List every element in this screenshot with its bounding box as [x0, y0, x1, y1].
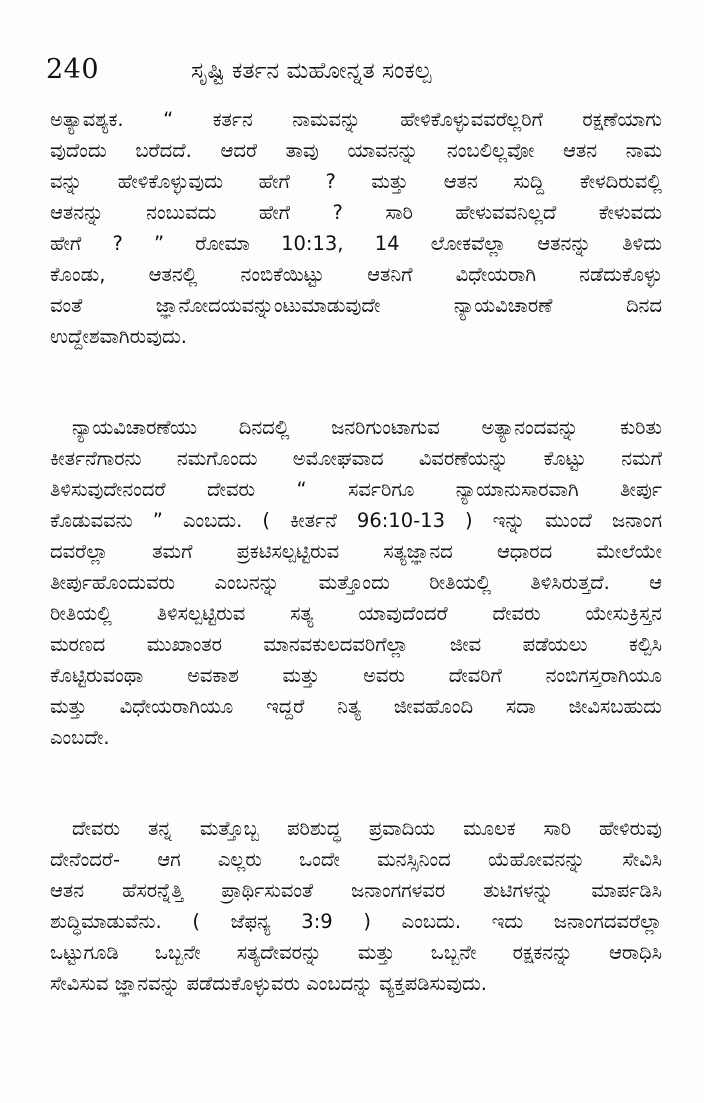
text-line: ಮತ್ತು ವಿಧೇಯರಾಗಿಯೂ ಇದ್ದರೆ ನಿತ್ಯ ಜೀವಹೊಂದಿ ಸದಾ ಜೀವಿಸಬಹುದು: [50, 695, 662, 718]
text-line: ಹೇಗೆ ? ” ರೋಮಾ 10:13, 14 ಲೋಕವೆಲ್ಲಾ ಆತನನ್ನು ತಿಳಿದು: [50, 232, 662, 255]
text-line: ಅತ್ಯಾವಶ್ಯಕ. “ ಕರ್ತನ ನಾಮವನ್ನು ಹೇಳಿಕೊಳ್ಳುವವರೆಲ್ಲರಿಗೆ ರಕ್ಷಣೆಯಾಗು: [50, 108, 662, 131]
text-line: ಎಂಬದೇ.: [50, 726, 110, 749]
text-line: ವಂತೆ ಜ್ಞಾನೋದಯವನ್ನುಂಟುಮಾಡುವುದೇ ನ್ಯಾಯವಿಚಾರಣೆ ದಿನದ: [50, 294, 662, 317]
page-number: 240: [46, 54, 100, 85]
text-line: ದೇವರು ತನ್ನ ಮತ್ತೊಬ್ಬ ಪರಿಶುದ್ಧ ಪ್ರವಾದಿಯ ಮೂಲಕ ಸಾರಿ ಹೇಳಿರುವು: [72, 817, 662, 840]
paragraph-1: [50, 104, 662, 352]
text-line: ಉದ್ದೇಶವಾಗಿರುವುದು.: [50, 325, 187, 348]
text-line: ಕೊಂಡು, ಆತನಲ್ಲಿ ನಂಬಿಕೆಯಿಟ್ಟು ಆತನಿಗೆ ವಿಧೇಯರಾಗಿ ನಡೆದುಕೊಳ್ಳು: [50, 263, 662, 286]
paragraph-spacer: [50, 352, 662, 412]
text-line: ಕೊಟ್ಟಿರುವಂಥಾ ಅವಕಾಶ ಮತ್ತು ಅವರು ದೇವರಿಗೆ ನಂಬಿಗಸ್ತರಾಗಿಯೂ: [50, 664, 662, 687]
paragraph-spacer: [50, 753, 662, 813]
text-line: ಆತನ ಹೆಸರನ್ನೆತ್ತಿ ಪ್ರಾರ್ಥಿಸುವಂತೆ ಜನಾಂಗಗಳವರ ತುಟಿಗಳನ್ನು ಮಾರ್ಪಡಿಸಿ: [50, 879, 662, 902]
running-title: ಸೃಷ್ಟಿ ಕರ್ತನ ಮಹೋನ್ನತ ಸಂಕಲ್ಪ: [191, 58, 432, 84]
text-line: ನ್ಯಾಯವಿಚಾರಣೆಯು ದಿನದಲ್ಲಿ ಜನರಿಗುಂಟಾಗುವ ಅತ್ಯಾನಂದವನ್ನು ಕುರಿತು: [72, 416, 662, 439]
text-line: ತಿಳಿಸುವುದೇನಂದರೆ ದೇವರು “ ಸರ್ವರಿಗೂ ನ್ಯಾಯಾನುಸಾರವಾಗಿ ತೀರ್ಪು: [50, 478, 662, 501]
text-line: ಒಟ್ಟುಗೂಡಿ ಒಬ್ಬನೇ ಸತ್ಯದೇವರನ್ನು ಮತ್ತು ಒಬ್ಬನೇ ರಕ್ಷಕನನ್ನು ಆರಾಧಿಸಿ: [50, 941, 662, 964]
text-line: ವುದೆಂದು ಬರೆದದೆ. ಆದರೆ ತಾವು ಯಾವನನ್ನು ನಂಬಲಿಲ್ಲವೋ ಆತನ ನಾಮ: [50, 139, 662, 162]
text-line: ವನ್ನು ಹೇಳಿಕೊಳ್ಳುವುದು ಹೇಗೆ ? ಮತ್ತು ಆತನ ಸುದ್ದಿ ಕೇಳದಿರುವಲ್ಲಿ: [50, 170, 662, 193]
text-line: ತೀರ್ಪುಹೊಂದುವರು ಎಂಬನನ್ನು ಮತ್ತೊಂದು ರೀತಿಯಲ್ಲಿ ತಿಳಿಸಿರುತ್ತದೆ. ಆ: [50, 571, 662, 594]
text-line: ದವರೆಲ್ಲಾ ತಮಗೆ ಪ್ರಕಟಿಸಲ್ಪಟ್ಟಿರುವ ಸತ್ಯಜ್ಞಾನದ ಆಧಾರದ ಮೇಲೆಯೇ: [50, 540, 662, 563]
body-text: [50, 104, 662, 999]
text-line: ದೇನೆಂದರೆ- ಆಗ ಎಲ್ಲರು ಒಂದೇ ಮನಸ್ಸಿನಿಂದ ಯೆಹೋವನನ್ನು ಸೇವಿಸಿ: [50, 848, 662, 871]
text-line: ರೀತಿಯಲ್ಲಿ ತಿಳಿಸಲ್ಪಟ್ಟಿರುವ ಸತ್ಯ ಯಾವುದೆಂದರೆ ದೇವರು ಯೇಸುಕ್ರಿಸ್ತನ: [50, 602, 662, 625]
text-line: ಆತನನ್ನು ನಂಬುವದು ಹೇಗೆ ? ಸಾರಿ ಹೇಳುವವನಿಲ್ಲದೆ ಕೇಳುವದು: [50, 201, 662, 224]
paragraph-2: [50, 412, 662, 753]
paragraph-3: [50, 813, 662, 999]
page-header: [46, 54, 656, 90]
text-line: ಸೇವಿಸುವ ಜ್ಞಾನವನ್ನು ಪಡೆದುಕೊಳ್ಳುವರು ಎಂಬದನ್ನು ವ್ಯಕ್ತಪಡಿಸುವುದು.: [50, 972, 487, 995]
text-line: ಕೀರ್ತನೆಗಾರನು ನಮಗೊಂದು ಅಮೋಘವಾದ ವಿವರಣೆಯನ್ನು ಕೊಟ್ಟು ನಮಗೆ: [50, 447, 662, 470]
text-line: ಮರಣದ ಮುಖಾಂತರ ಮಾನವಕುಲದವರಿಗೆಲ್ಲಾ ಜೀವ ಪಡೆಯಲು ಕಲ್ಪಿಸಿ: [50, 633, 662, 656]
text-line: ಕೊಡುವವನು ” ಎಂಬದು. ( ಕೀರ್ತನೆ 96:10-13 ) ಇನ್ನು ಮುಂದೆ ಜನಾಂಗ: [50, 509, 662, 532]
text-line: ಶುದ್ಧಿಮಾಡುವೆನು. ( ಜೆಫನ್ಯ 3:9 ) ಎಂಬದು. ಇದು ಜನಾಂಗದವರೆಲ್ಲಾ: [50, 910, 662, 933]
